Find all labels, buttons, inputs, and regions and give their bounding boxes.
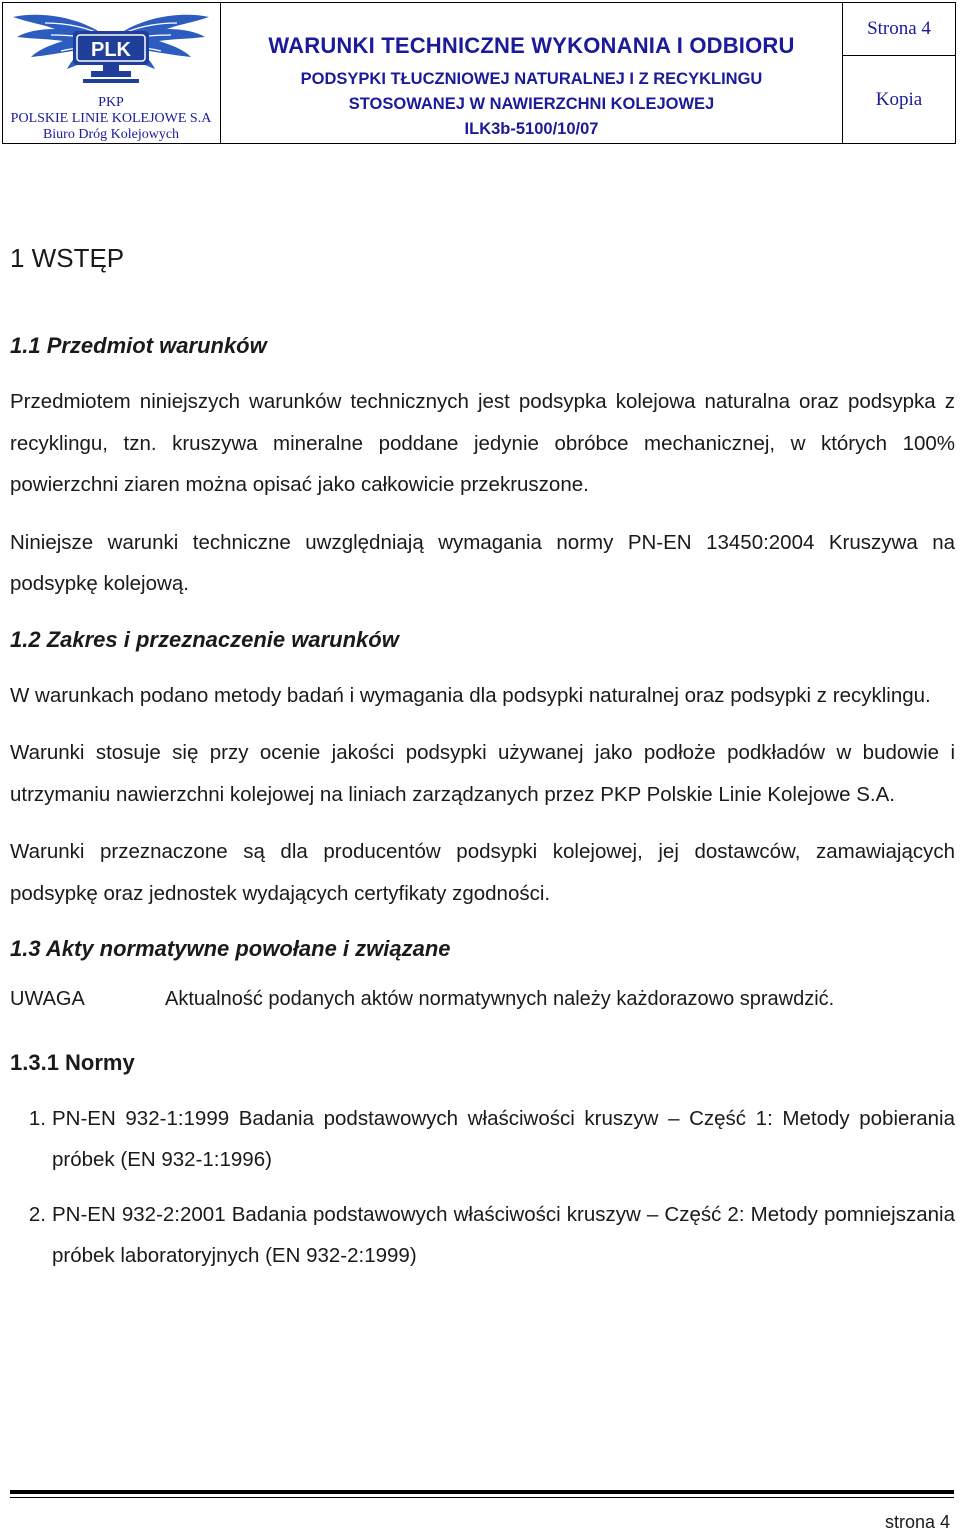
- logo-lettering: PLK: [91, 39, 131, 61]
- company-line: POLSKIE LINIE KOLEJOWE S.A: [10, 111, 212, 126]
- logo-cell: [3, 3, 221, 143]
- norms-list: [10, 1098, 955, 1276]
- footer-rule-thin: [10, 1497, 954, 1498]
- header-right-cell: [843, 3, 955, 143]
- plk-winged-logo: [11, 7, 211, 91]
- paragraph: W warunkach podano metody badań i wymagania dla podsypki naturalnej oraz podsypki z recyklingu.: [10, 683, 931, 707]
- note-row: [10, 984, 955, 1014]
- copy-label: Kopia: [875, 88, 923, 110]
- note-label: UWAGA: [10, 988, 85, 1010]
- list-item: [10, 1194, 955, 1276]
- document-code: ILK3b-5100/10/07: [464, 120, 599, 138]
- document-subtitle: [221, 67, 842, 142]
- paragraph: Niniejsze warunki techniczne uwzględniają wymagania normy PN-EN 13450:2004 Kruszywa na podsypkę kolejową.: [10, 530, 955, 595]
- paragraph: Warunki stosuje się przy ocenie jakości podsypki używanej jako podłoże podkładów w budowie i utrzymaniu nawierzchni kolejowej na liniach zarządzanych przez PKP Polskie Linie Kolejowe S.A.: [10, 741, 955, 806]
- list-item-number: 1.: [28, 1107, 46, 1130]
- subtitle-line: PODSYPKI TŁUCZNIOWEJ NATURALNEJ I Z RECYKLINGU: [300, 70, 763, 88]
- list-item-text: PN-EN 932-1:1999 Badania podstawowych właściwości kruszyw – Część 1: Metody pobierania próbek (EN 932-1:1996): [52, 1107, 955, 1171]
- company-name: [3, 95, 219, 143]
- section-heading-1-2: 1.2 Zakres i przeznaczenie warunków: [10, 626, 399, 652]
- footer-rule-thick: [10, 1490, 954, 1494]
- section-heading-1: 1 WSTĘP: [10, 243, 125, 273]
- footer-page-number: strona 4: [884, 1512, 950, 1532]
- section-heading-1-1: 1.1 Przedmiot warunków: [10, 333, 267, 358]
- header-page-number: Strona 4: [843, 3, 955, 56]
- document-body: [10, 230, 955, 1290]
- document-header: [2, 2, 956, 144]
- list-item: [10, 1098, 955, 1180]
- document-title: WARUNKI TECHNICZNE WYKONANIA I ODBIORU: [268, 33, 795, 58]
- section-heading-1-3: 1.3 Akty normatywne powołane i związane: [10, 936, 451, 961]
- paragraph: Warunki przeznaczone są dla producentów podsypki kolejowej, jej dostawców, zamawiających podsypkę oraz jednostek wydających certyfikaty zgodności.: [10, 840, 955, 905]
- company-line: PKP: [98, 95, 124, 110]
- note-text: Aktualność podanych aktów normatywnych należy każdorazowo sprawdzić.: [165, 988, 835, 1010]
- subtitle-line: STOSOWANEJ W NAWIERZCHNI KOLEJOWEJ: [348, 95, 715, 113]
- list-item-text: PN-EN 932-2:2001 Badania podstawowych właściwości kruszyw – Część 2: Metody pomniejszania próbek laboratoryjnych (EN 932-2:1999): [52, 1203, 955, 1267]
- company-line: Biuro Dróg Kolejowych: [42, 127, 180, 142]
- section-heading-1-3-1: 1.3.1 Normy: [10, 1050, 135, 1075]
- paragraph: Przedmiotem niniejszych warunków technicznych jest podsypka kolejowa naturalna oraz podsypka z recyklingu, tzn. kruszywa mineralne poddane jedynie obróbce mechanicznej, w których 100% powierzchni ziaren można opisać jako całkowicie przekruszone.: [10, 390, 955, 496]
- list-item-number: 2.: [28, 1203, 46, 1226]
- header-title-cell: [221, 3, 843, 143]
